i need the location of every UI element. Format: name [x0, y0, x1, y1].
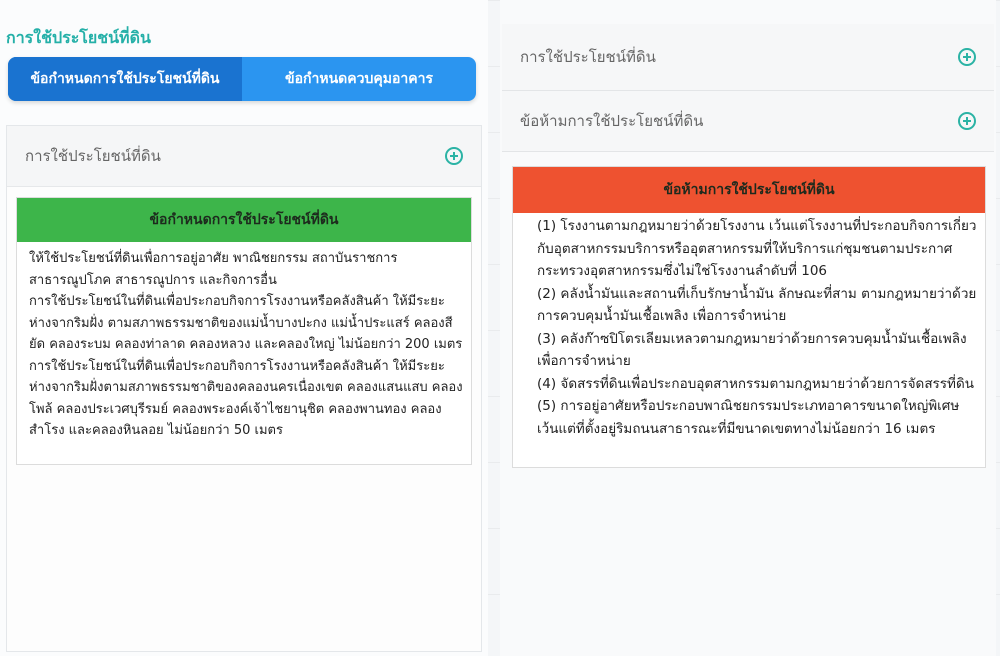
- plus-circle-icon[interactable]: [958, 112, 976, 130]
- tab-building-control[interactable]: ข้อกำหนดควบคุมอาคาร: [285, 71, 433, 87]
- rule-tabs: [8, 57, 476, 101]
- prohibited-rule-item: (2) คลังน้ำมันและสถานที่เก็บรักษาน้ำมัน ลักษณะที่สาม ตามกฎหมายว่าด้วยการควบคุมน้ำมันเชื้อเพลิง เพื่อการจำหน่าย: [537, 285, 977, 324]
- right-accordion-land-use-header[interactable]: [502, 24, 994, 90]
- plus-circle-icon[interactable]: [958, 48, 976, 66]
- allowed-rule-paragraph: การใช้ประโยชน์ในที่ดินเพื่อประกอบกิจการโรงงานหรือคลังสินค้า ให้มีระยะห่างจากริมฝั่ง ตามสภาพธรรมชาติของแม่น้ำบางปะกง แม่น้ำประแสร์ คลองสียัด คลองระบม คลองท่าลาด คลองหลวง และคลองใหญ่ ไม่น้อยกว่า 200 เมตร: [29, 294, 463, 352]
- prohibited-rules-body: [513, 213, 985, 440]
- tab-land-use-rules[interactable]: ข้อกำหนดการใช้ประโยชน์ที่ดิน: [8, 57, 242, 101]
- prohibited-rule-item: (4) จัดสรรที่ดินเพื่อประกอบอุตสาหกรรมตามกฎหมายว่าด้วยการจัดสรรที่ดิน: [537, 375, 974, 392]
- section-title: การใช้ประโยชน์ที่ดิน: [6, 28, 151, 47]
- accordion-title: การใช้ประโยชน์ที่ดิน: [25, 147, 161, 165]
- right-accordion-prohibitions: [502, 91, 994, 152]
- right-accordion-prohibitions-header[interactable]: [502, 91, 994, 151]
- allowed-rules-body: [17, 242, 471, 442]
- allowed-rules-box: [16, 197, 472, 465]
- allowed-rules-heading: ข้อกำหนดการใช้ประโยชน์ที่ดิน: [17, 198, 471, 242]
- accordion-title: การใช้ประโยชน์ที่ดิน: [520, 48, 656, 66]
- land-use-accordion-header[interactable]: [7, 126, 481, 187]
- prohibited-rules-box: [512, 166, 986, 468]
- accordion-title: ข้อห้ามการใช้ประโยชน์ที่ดิน: [520, 112, 704, 130]
- allowed-rule-paragraph: ให้ใช้ประโยชน์ที่ดินเพื่อการอยู่อาศัย พาณิชยกรรม สถาบันราชการ สาธารณูปโภค สาธารณูปการ และกิจการอื่น: [29, 251, 398, 288]
- prohibited-rule-item: (5) การอยู่อาศัยหรือประกอบพาณิชยกรรมประเภทอาคารขนาดใหญ่พิเศษ เว้นแต่ที่ตั้งอยู่ริมถนนสาธารณะที่มีขนาดเขตทางไม่น้อยกว่า 16 เมตร: [537, 398, 960, 437]
- prohibited-rule-item: (1) โรงงานตามกฎหมายว่าด้วยโรงงาน เว้นแต่โรงงานที่ประกอบกิจการเกี่ยวกับอุตสาหกรรมบริการหรืออุตสาหกรรมที่ให้บริการแก่ชุมชนตามประกาศกระทรวงอุตสาหกรรมซึ่งไม่ใช่โรงงานลำดับที่ 106: [537, 218, 977, 279]
- plus-circle-icon[interactable]: [445, 147, 463, 165]
- right-accordion-land-use: [502, 24, 994, 91]
- prohibited-rules-heading: ข้อห้ามการใช้ประโยชน์ที่ดิน: [513, 167, 985, 213]
- prohibited-rule-item: (3) คลังก๊าซปิโตรเลียมเหลวตามกฎหมายว่าด้วยการควบคุมน้ำมันเชื้อเพลิงเพื่อการจำหน่าย: [537, 330, 967, 369]
- allowed-rule-paragraph: การใช้ประโยชน์ในที่ดินเพื่อประกอบกิจการโรงงานหรือคลังสินค้า ให้มีระยะห่างจากริมฝั่งตามสภาพธรรมชาติของคลองนครเนื่องเขต คลองแสนแสบ คลองโพล้ คลองประเวศบุรีรมย์ คลองพระองค์เจ้าไชยานุชิต คลองพานทอง คลองสำโรง และคลองหินลอย ไม่น้อยกว่า 50 เมตร: [29, 358, 463, 438]
